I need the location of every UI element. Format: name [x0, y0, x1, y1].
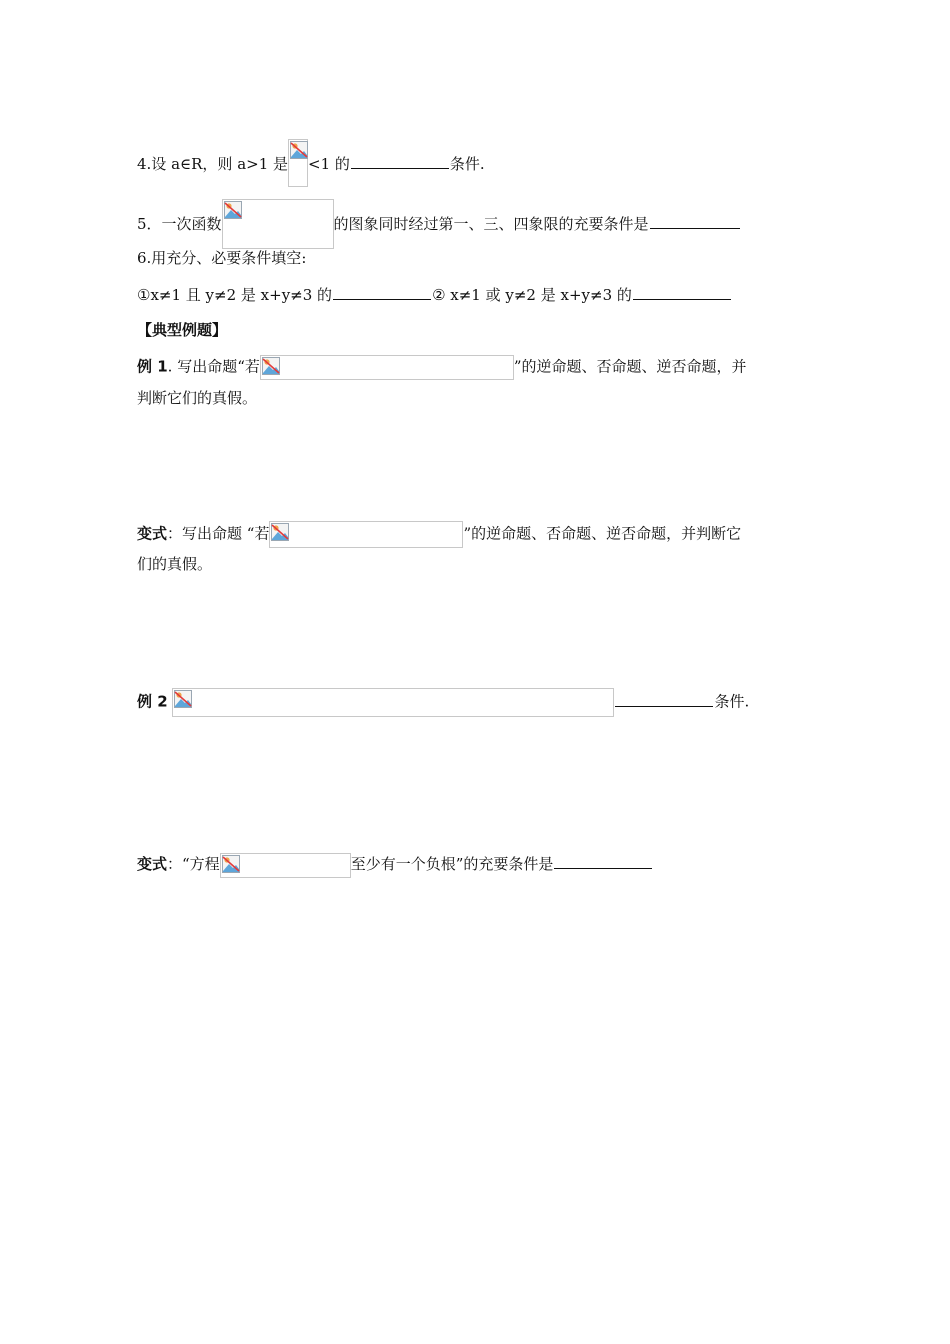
example-1-text-after: ”的逆命题、否命题、逆否命题，并 — [513, 357, 747, 376]
variant-2 — [137, 852, 653, 874]
q5-suffix: 的图象同时经过第一、三、四象限的充要条件是 — [333, 215, 649, 233]
variant-1 — [137, 521, 741, 543]
variant-2-text-before: ：“方程 — [167, 855, 220, 873]
formula-image — [260, 355, 514, 380]
example-2 — [137, 688, 749, 710]
answer-blank — [615, 690, 713, 707]
variant-2-text-after: 至少有一个负根”的充要条件是 — [350, 855, 554, 873]
variant-1-text-before: ：写出命题 “若 — [167, 524, 270, 543]
example-2-tail: 条件. — [714, 692, 750, 711]
q4-suffix: <1 的 — [308, 155, 350, 173]
formula-image — [172, 688, 614, 717]
q4-tail: 条件. — [449, 155, 485, 173]
q5-prefix: 5．一次函数 — [137, 215, 222, 233]
question-6-parts — [137, 283, 732, 305]
question-6-title: 6.用充分、必要条件填空: — [137, 249, 307, 267]
q4-prefix: 4.设 a∈R，则 a>1 是 — [137, 155, 289, 173]
variant-2-label: 变式 — [137, 855, 168, 873]
answer-blank — [650, 212, 740, 229]
variant-1-line2: 们的真假。 — [137, 555, 213, 573]
broken-image-icon — [271, 523, 289, 541]
example-1 — [137, 355, 747, 377]
formula-image — [220, 853, 351, 878]
formula-image — [222, 199, 334, 249]
q6-part1: ①x≠1 且 y≠2 是 x+y≠3 的 — [137, 286, 333, 304]
question-5 — [137, 199, 741, 233]
answer-blank — [633, 283, 731, 300]
question-4 — [137, 139, 485, 173]
answer-blank — [333, 283, 431, 300]
example-1-text-before: . 写出命题“若 — [167, 357, 260, 376]
example-1-line2: 判断它们的真假。 — [137, 389, 258, 407]
formula-image — [288, 139, 308, 187]
broken-image-icon — [222, 855, 240, 873]
broken-image-icon — [224, 201, 242, 219]
broken-image-icon — [262, 357, 280, 375]
answer-blank — [351, 152, 449, 169]
example-2-label: 例 2 — [137, 692, 168, 711]
variant-1-text-after: ”的逆命题、否命题、逆否命题，并判断它 — [463, 524, 742, 543]
example-1-label: 例 1 — [137, 357, 168, 376]
q6-part2: ② x≠1 或 y≠2 是 x+y≠3 的 — [432, 286, 632, 304]
broken-image-icon — [174, 690, 192, 708]
answer-blank — [554, 852, 652, 869]
formula-image — [269, 521, 463, 548]
section-title: 【典型例题】 — [137, 321, 228, 339]
broken-image-icon — [290, 141, 308, 159]
variant-1-label: 变式 — [137, 524, 168, 543]
